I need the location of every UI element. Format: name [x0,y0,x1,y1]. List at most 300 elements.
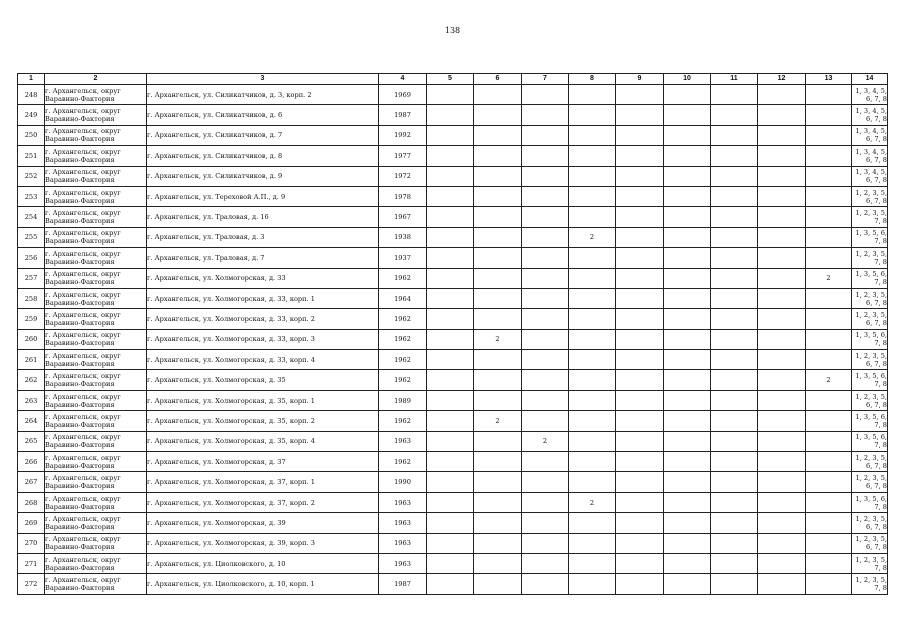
col10-cell [664,288,711,308]
col9-cell [616,492,664,512]
col7-cell [522,105,569,125]
year-cell: 1962 [379,329,427,349]
col10-cell [664,227,711,247]
col5-cell [427,574,474,594]
table-header-row [18,74,888,85]
col8-cell: 2 [569,492,616,512]
district-cell: г. Архангельск, округ Варавино-Фактория [45,248,147,268]
address-cell: г. Архангельск, ул. Холмогорская, д. 33, корп. 1 [147,288,379,308]
col14-cell: 1, 2, 3, 5, 6, 7, 8 [852,533,888,553]
col8-cell [569,248,616,268]
col7-cell [522,309,569,329]
column-header: 3 [147,74,379,85]
year-cell: 1963 [379,492,427,512]
col9-cell [616,268,664,288]
address-cell: г. Архангельск, ул. Траловая, д. 7 [147,248,379,268]
table-row [18,105,888,125]
row-number: 261 [18,350,45,370]
col11-cell [711,268,758,288]
col9-cell [616,207,664,227]
col7-cell [522,370,569,390]
col6-cell [474,492,522,512]
col13-cell [806,329,852,349]
col10-cell [664,350,711,370]
row-number: 272 [18,574,45,594]
col6-cell: 2 [474,411,522,431]
col9-cell [616,411,664,431]
col10-cell [664,492,711,512]
col12-cell [758,125,806,145]
col6-cell [474,166,522,186]
col10-cell [664,105,711,125]
col14-cell: 1, 2, 3, 5, 7, 8 [852,207,888,227]
year-cell: 1962 [379,350,427,370]
col12-cell [758,146,806,166]
col13-cell [806,431,852,451]
col12-cell [758,207,806,227]
col13-cell [806,85,852,105]
year-cell: 1962 [379,309,427,329]
table-row [18,146,888,166]
year-cell: 1964 [379,288,427,308]
district-cell: г. Архангельск, округ Варавино-Фактория [45,370,147,390]
col12-cell [758,268,806,288]
district-cell: г. Архангельск, округ Варавино-Фактория [45,288,147,308]
col6-cell [474,431,522,451]
col12-cell [758,411,806,431]
address-cell: г. Архангельск, ул. Холмогорская, д. 33 [147,268,379,288]
col14-cell: 1, 3, 4, 5, 6, 7, 8 [852,166,888,186]
col7-cell [522,533,569,553]
district-cell: г. Архангельск, округ Варавино-Фактория [45,574,147,594]
col13-cell [806,533,852,553]
col13-cell [806,553,852,573]
col6-cell [474,309,522,329]
col9-cell [616,533,664,553]
col7-cell [522,472,569,492]
column-header: 9 [616,74,664,85]
col13-cell [806,125,852,145]
col11-cell [711,513,758,533]
col10-cell [664,268,711,288]
row-number: 263 [18,390,45,410]
column-header: 7 [522,74,569,85]
col9-cell [616,472,664,492]
col5-cell [427,431,474,451]
row-number: 264 [18,411,45,431]
row-number: 249 [18,105,45,125]
col10-cell [664,309,711,329]
col5-cell [427,350,474,370]
col12-cell [758,186,806,206]
col14-cell: 1, 2, 3, 5, 6, 7, 8 [852,390,888,410]
col8-cell: 2 [569,227,616,247]
col5-cell [427,411,474,431]
col12-cell [758,492,806,512]
address-cell: г. Архангельск, ул. Силикатчиков, д. 7 [147,125,379,145]
col11-cell [711,533,758,553]
row-number: 248 [18,85,45,105]
address-cell: г. Архангельск, ул. Холмогорская, д. 33, корп. 4 [147,350,379,370]
row-number: 251 [18,146,45,166]
col9-cell [616,390,664,410]
table-body [18,85,888,595]
column-header: 8 [569,74,616,85]
district-cell: г. Архангельск, округ Варавино-Фактория [45,146,147,166]
register-table [17,73,888,595]
col6-cell [474,553,522,573]
col12-cell [758,513,806,533]
col9-cell [616,350,664,370]
column-header: 6 [474,74,522,85]
col10-cell [664,207,711,227]
address-cell: г. Архангельск, ул. Тереховой А.П., д. 9 [147,186,379,206]
col14-cell: 1, 2, 3, 5, 6, 7, 8 [852,513,888,533]
col6-cell [474,186,522,206]
col10-cell [664,329,711,349]
table-row [18,309,888,329]
col8-cell [569,268,616,288]
col10-cell [664,166,711,186]
col5-cell [427,472,474,492]
year-cell: 1987 [379,105,427,125]
col7-cell [522,248,569,268]
district-cell: г. Архангельск, округ Варавино-Фактория [45,227,147,247]
col5-cell [427,105,474,125]
col8-cell [569,390,616,410]
col9-cell [616,227,664,247]
district-cell: г. Архангельск, округ Варавино-Фактория [45,452,147,472]
col8-cell [569,329,616,349]
col8-cell [569,350,616,370]
col14-cell: 1, 3, 5, 6, 7, 8 [852,268,888,288]
row-number: 257 [18,268,45,288]
year-cell: 1989 [379,390,427,410]
col11-cell [711,574,758,594]
district-cell: г. Архангельск, округ Варавино-Фактория [45,85,147,105]
table-row [18,227,888,247]
row-number: 255 [18,227,45,247]
col11-cell [711,146,758,166]
col8-cell [569,309,616,329]
year-cell: 1962 [379,411,427,431]
col6-cell [474,146,522,166]
district-cell: г. Архангельск, округ Варавино-Фактория [45,329,147,349]
col8-cell [569,472,616,492]
col8-cell [569,166,616,186]
address-cell: г. Архангельск, ул. Траловая, д. 16 [147,207,379,227]
col12-cell [758,452,806,472]
col5-cell [427,227,474,247]
col14-cell: 1, 2, 3, 5, 6, 7, 8 [852,186,888,206]
col7-cell [522,186,569,206]
col14-cell: 1, 3, 4, 5, 6, 7, 8 [852,105,888,125]
col12-cell [758,553,806,573]
address-cell: г. Архангельск, ул. Холмогорская, д. 35, корп. 1 [147,390,379,410]
row-number: 267 [18,472,45,492]
address-cell: г. Архангельск, ул. Холмогорская, д. 35, корп. 2 [147,411,379,431]
col9-cell [616,248,664,268]
column-header: 10 [664,74,711,85]
col11-cell [711,186,758,206]
col6-cell [474,390,522,410]
col13-cell [806,513,852,533]
column-header: 14 [852,74,888,85]
col8-cell [569,288,616,308]
table-row [18,186,888,206]
col11-cell [711,390,758,410]
col11-cell [711,411,758,431]
col11-cell [711,125,758,145]
col7-cell [522,411,569,431]
col6-cell [474,370,522,390]
col5-cell [427,329,474,349]
col14-cell: 1, 2, 3, 5, 7, 8 [852,553,888,573]
col13-cell [806,105,852,125]
col14-cell: 1, 3, 5, 6, 7, 8 [852,492,888,512]
col14-cell: 1, 2, 3, 5, 7, 8 [852,574,888,594]
table-row [18,350,888,370]
address-cell: г. Архангельск, ул. Силикатчиков, д. 9 [147,166,379,186]
address-cell: г. Архангельск, ул. Силикатчиков, д. 3, корп. 2 [147,85,379,105]
col12-cell [758,227,806,247]
table-row [18,288,888,308]
col7-cell [522,288,569,308]
col13-cell [806,146,852,166]
column-header: 12 [758,74,806,85]
col12-cell [758,350,806,370]
col14-cell: 1, 3, 4, 5, 6, 7, 8 [852,125,888,145]
address-cell: г. Архангельск, ул. Холмогорская, д. 37 [147,452,379,472]
year-cell: 1962 [379,268,427,288]
district-cell: г. Архангельск, округ Варавино-Фактория [45,166,147,186]
row-number: 258 [18,288,45,308]
col6-cell [474,85,522,105]
table-row [18,268,888,288]
col13-cell [806,350,852,370]
col8-cell [569,574,616,594]
col6-cell [474,513,522,533]
col5-cell [427,370,474,390]
col9-cell [616,513,664,533]
col14-cell: 1, 2, 3, 5, 6, 7, 8 [852,472,888,492]
col7-cell [522,166,569,186]
col12-cell [758,574,806,594]
table-row [18,533,888,553]
col6-cell [474,227,522,247]
col6-cell [474,452,522,472]
district-cell: г. Архангельск, округ Варавино-Фактория [45,268,147,288]
col10-cell [664,431,711,451]
year-cell: 1990 [379,472,427,492]
col5-cell [427,146,474,166]
col9-cell [616,553,664,573]
col10-cell [664,390,711,410]
table-row [18,329,888,349]
col12-cell [758,472,806,492]
col13-cell [806,288,852,308]
col9-cell [616,186,664,206]
col10-cell [664,85,711,105]
col7-cell [522,125,569,145]
year-cell: 1977 [379,146,427,166]
table-row [18,513,888,533]
col6-cell [474,574,522,594]
col8-cell [569,431,616,451]
row-number: 254 [18,207,45,227]
column-header: 1 [18,74,45,85]
table-row [18,492,888,512]
year-cell: 1963 [379,431,427,451]
year-cell: 1963 [379,533,427,553]
col13-cell [806,166,852,186]
col10-cell [664,370,711,390]
col7-cell [522,146,569,166]
col7-cell [522,390,569,410]
col9-cell [616,125,664,145]
table-row [18,390,888,410]
col14-cell: 1, 2, 3, 5, 6, 7, 8 [852,452,888,472]
col13-cell [806,186,852,206]
col6-cell [474,207,522,227]
district-cell: г. Архангельск, округ Варавино-Фактория [45,309,147,329]
col13-cell [806,411,852,431]
district-cell: г. Архангельск, округ Варавино-Фактория [45,125,147,145]
table-row [18,553,888,573]
col11-cell [711,350,758,370]
col9-cell [616,85,664,105]
col5-cell [427,207,474,227]
col5-cell [427,390,474,410]
col10-cell [664,472,711,492]
district-cell: г. Архангельск, округ Варавино-Фактория [45,207,147,227]
col13-cell [806,248,852,268]
table-row [18,452,888,472]
col5-cell [427,288,474,308]
district-cell: г. Архангельск, округ Варавино-Фактория [45,492,147,512]
col9-cell [616,166,664,186]
district-cell: г. Архангельск, округ Варавино-Фактория [45,390,147,410]
col9-cell [616,309,664,329]
col7-cell [522,574,569,594]
col12-cell [758,248,806,268]
col11-cell [711,105,758,125]
col8-cell [569,553,616,573]
col6-cell [474,248,522,268]
col9-cell [616,329,664,349]
col14-cell: 1, 3, 4, 5, 6, 7, 8 [852,85,888,105]
col10-cell [664,513,711,533]
col6-cell [474,533,522,553]
col11-cell [711,248,758,268]
col11-cell [711,207,758,227]
column-header: 13 [806,74,852,85]
col5-cell [427,268,474,288]
address-cell: г. Архангельск, ул. Силикатчиков, д. 8 [147,146,379,166]
col7-cell [522,452,569,472]
table-row [18,431,888,451]
year-cell: 1937 [379,248,427,268]
col11-cell [711,452,758,472]
col10-cell [664,533,711,553]
table-row [18,125,888,145]
col7-cell [522,85,569,105]
col9-cell [616,452,664,472]
address-cell: г. Архангельск, ул. Холмогорская, д. 39, корп. 3 [147,533,379,553]
district-cell: г. Архангельск, округ Варавино-Фактория [45,533,147,553]
row-number: 256 [18,248,45,268]
col8-cell [569,125,616,145]
col5-cell [427,186,474,206]
col5-cell [427,248,474,268]
year-cell: 1967 [379,207,427,227]
col14-cell: 1, 3, 5, 6, 7, 8 [852,411,888,431]
col13-cell [806,452,852,472]
row-number: 266 [18,452,45,472]
column-header: 2 [45,74,147,85]
col11-cell [711,85,758,105]
year-cell: 1987 [379,574,427,594]
col5-cell [427,533,474,553]
row-number: 260 [18,329,45,349]
col5-cell [427,166,474,186]
row-number: 271 [18,553,45,573]
col8-cell [569,370,616,390]
col6-cell [474,105,522,125]
col13-cell [806,227,852,247]
row-number: 253 [18,186,45,206]
row-number: 265 [18,431,45,451]
col11-cell [711,472,758,492]
col9-cell [616,146,664,166]
col13-cell [806,472,852,492]
col5-cell [427,492,474,512]
col12-cell [758,370,806,390]
col11-cell [711,227,758,247]
address-cell: г. Архангельск, ул. Циолковского, д. 10, корп. 1 [147,574,379,594]
col7-cell: 2 [522,431,569,451]
col11-cell [711,309,758,329]
col12-cell [758,329,806,349]
col14-cell: 1, 2, 3, 5, 6, 7, 8 [852,288,888,308]
year-cell: 1963 [379,513,427,533]
col10-cell [664,248,711,268]
year-cell: 1969 [379,85,427,105]
district-cell: г. Архангельск, округ Варавино-Фактория [45,411,147,431]
address-cell: г. Архангельск, ул. Холмогорская, д. 33, корп. 3 [147,329,379,349]
column-header: 4 [379,74,427,85]
col11-cell [711,370,758,390]
col12-cell [758,431,806,451]
address-cell: г. Архангельск, ул. Циолковского, д. 10 [147,553,379,573]
col12-cell [758,105,806,125]
col6-cell [474,268,522,288]
column-header: 5 [427,74,474,85]
col9-cell [616,105,664,125]
year-cell: 1963 [379,553,427,573]
table-row [18,472,888,492]
col11-cell [711,329,758,349]
col12-cell [758,390,806,410]
col10-cell [664,452,711,472]
row-number: 268 [18,492,45,512]
col6-cell [474,125,522,145]
col7-cell [522,329,569,349]
col8-cell [569,207,616,227]
district-cell: г. Архангельск, округ Варавино-Фактория [45,186,147,206]
col14-cell: 1, 2, 3, 5, 7, 8 [852,248,888,268]
district-cell: г. Архангельск, округ Варавино-Фактория [45,472,147,492]
